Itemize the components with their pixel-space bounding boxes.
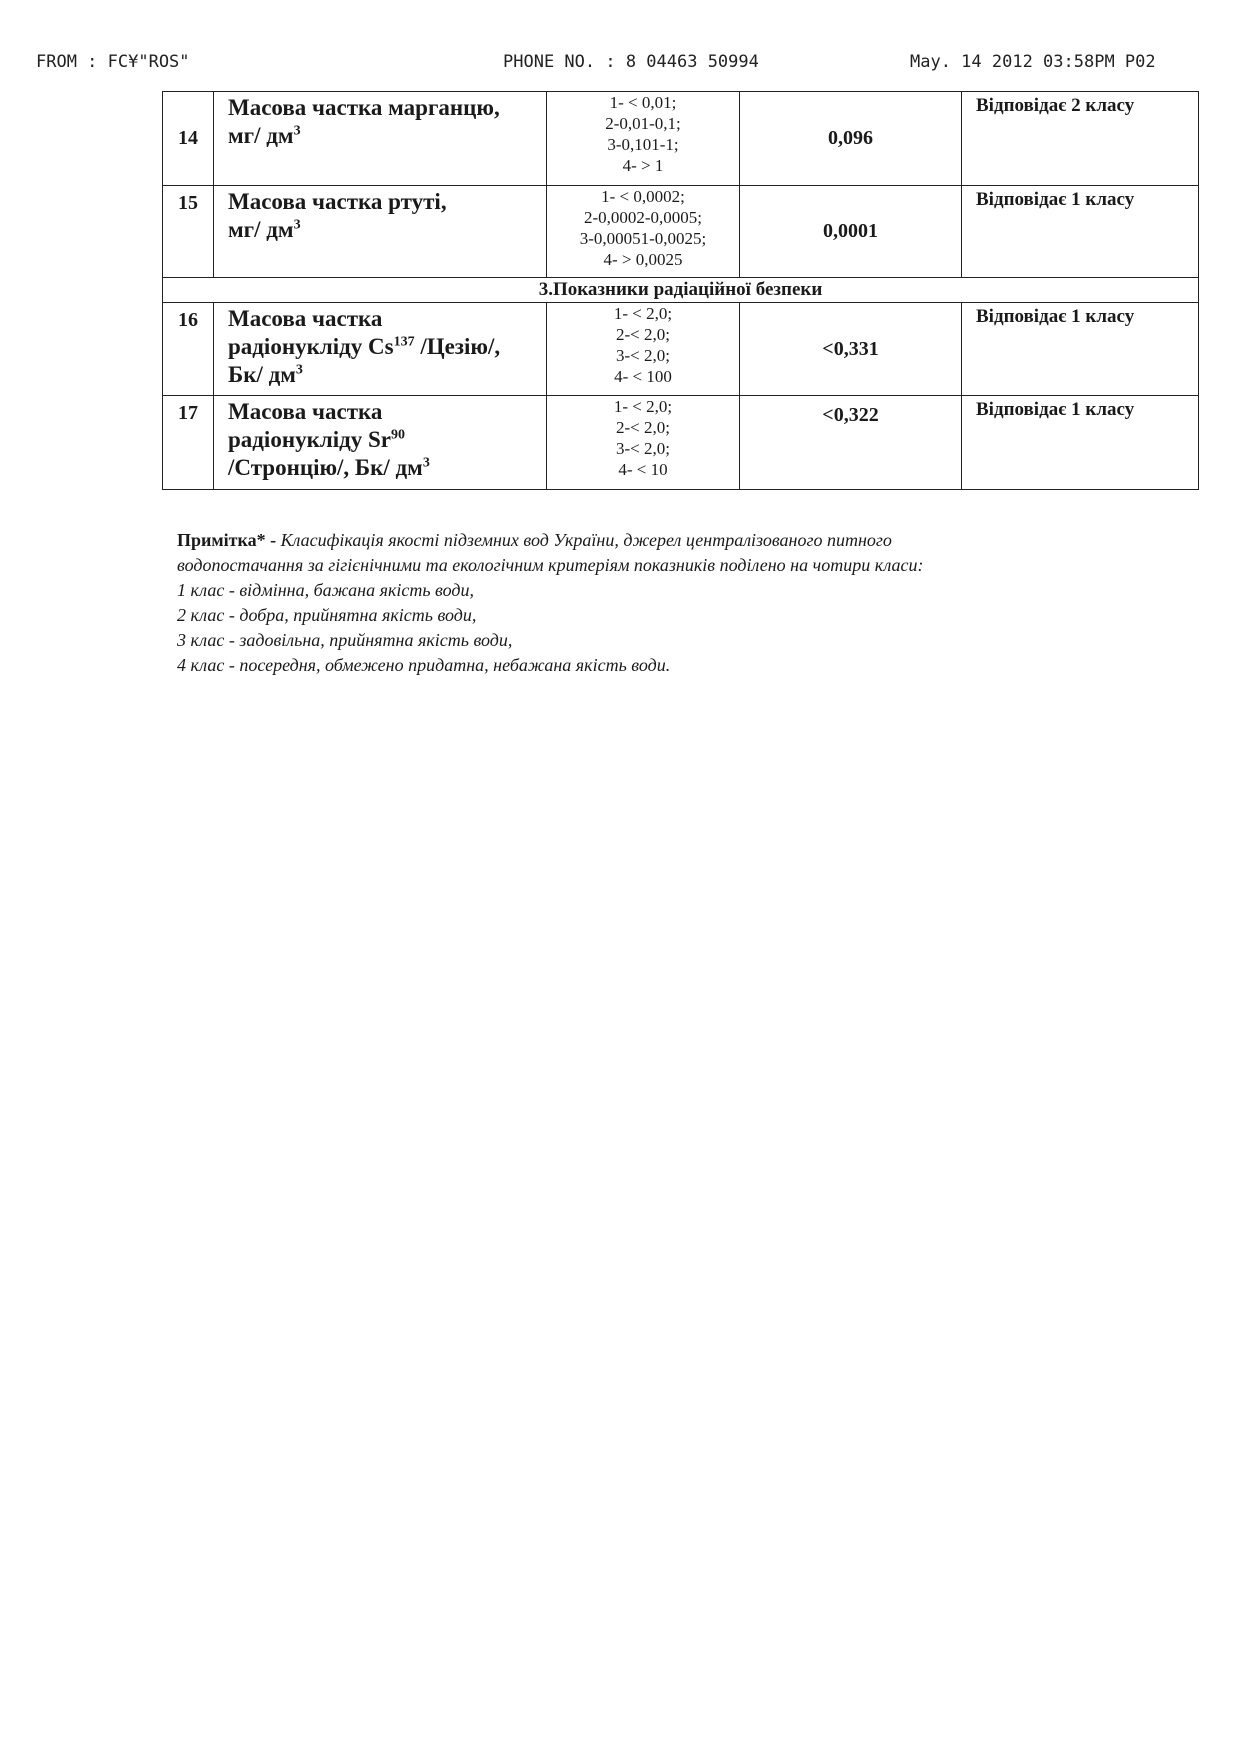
norm-line: 2-< 2,0;	[616, 325, 670, 344]
radionuclide-text: радіонукліду Cs	[228, 334, 394, 359]
norm-line: 4- > 0,0025	[603, 250, 683, 269]
indicator-name	[214, 92, 547, 186]
indicator-name-main: Масова частка ртуті,	[228, 189, 447, 214]
indicator-unit	[228, 361, 536, 389]
unit-exponent: 3	[293, 123, 301, 139]
table-row	[163, 92, 1199, 186]
indicator-unit	[228, 122, 536, 150]
measured-value: 0,096	[740, 92, 962, 186]
measured-value: <0,322	[740, 396, 962, 490]
note-heading: Примітка* -	[177, 530, 281, 550]
note-text: Класифікація якості підземних вод України, джерел централізованого питного	[280, 530, 892, 550]
note-class-line: 4 клас - посередня, обмежено придатна, небажана якість води.	[177, 655, 671, 675]
conformity-result: Відповідає 1 класу	[962, 303, 1199, 396]
classification-note	[177, 528, 1167, 678]
indicator-name	[214, 396, 547, 490]
class-norms	[547, 396, 740, 490]
indicator-name	[214, 186, 547, 278]
note-class-line: 3 клас - задовільна, прийнятна якість води,	[177, 630, 513, 650]
row-number: 15	[163, 186, 214, 278]
measured-value: 0,0001	[740, 186, 962, 278]
row-number: 16	[163, 303, 214, 396]
unit-text: Бк/ дм	[228, 362, 296, 387]
table-row	[163, 186, 1199, 278]
note-class-line: 2 клас - добра, прийнятна якість води,	[177, 605, 477, 625]
radionuclide-name: /Цезію/,	[414, 334, 501, 359]
section-header-row	[163, 278, 1199, 303]
indicator-name-line	[228, 426, 536, 454]
class-norms	[547, 92, 740, 186]
isotope-number: 137	[393, 334, 415, 350]
norm-line: 4- < 100	[614, 367, 672, 386]
isotope-number: 90	[391, 427, 405, 443]
row-number: 14	[163, 92, 214, 186]
class-norms	[547, 303, 740, 396]
norm-line: 2-< 2,0;	[616, 418, 670, 437]
unit-text: мг/ дм	[228, 123, 294, 148]
note-intro	[177, 528, 1167, 553]
row-number: 17	[163, 396, 214, 490]
radionuclide-text: радіонукліду Sr	[228, 427, 391, 452]
unit-text: мг/ дм	[228, 217, 294, 242]
fax-phone: PHONE NO. : 8 04463 50994	[503, 52, 759, 72]
norm-line: 1- < 0,0002;	[601, 187, 685, 206]
norm-line: 2-0,01-0,1;	[605, 114, 681, 133]
fax-from: FROM : FC¥"ROS"	[36, 52, 190, 72]
norm-line: 2-0,0002-0,0005;	[583, 208, 703, 227]
fax-date: May. 14 2012 03:58PM P02	[910, 52, 1156, 72]
norm-line: 1- < 2,0;	[613, 397, 673, 416]
fax-header	[36, 52, 1216, 76]
measured-value: <0,331	[740, 303, 962, 396]
conformity-result: Відповідає 2 класу	[962, 92, 1199, 186]
indicator-unit	[228, 216, 536, 244]
class-norms	[547, 186, 740, 278]
note-text: водопостачання за гігієнічними та екологічним критеріям показників поділено на чотири класи:	[177, 555, 924, 575]
unit-exponent: 3	[295, 362, 303, 378]
unit-exponent: 3	[293, 217, 301, 233]
norm-line: 3-< 2,0;	[616, 439, 670, 458]
unit-text: /Стронцію/, Бк/ дм	[228, 455, 423, 480]
conformity-result: Відповідає 1 класу	[962, 186, 1199, 278]
norm-line: 3-0,00051-0,0025;	[579, 229, 707, 248]
unit-exponent: 3	[422, 455, 430, 471]
norm-line: 1- < 0,01;	[609, 93, 677, 112]
norm-line: 3-< 2,0;	[616, 346, 670, 365]
indicator-name-line: Масова частка	[228, 399, 383, 424]
indicator-unit	[228, 454, 536, 482]
note-class-line: 1 клас - відмінна, бажана якість води,	[177, 580, 474, 600]
table-row	[163, 303, 1199, 396]
results-table	[162, 91, 1199, 490]
norm-line: 1- < 2,0;	[613, 304, 673, 323]
indicator-name	[214, 303, 547, 396]
conformity-result: Відповідає 1 класу	[962, 396, 1199, 490]
norm-line: 3-0,101-1;	[607, 135, 679, 154]
norm-line: 4- > 1	[622, 156, 664, 175]
indicator-name-main: Масова частка марганцю,	[228, 95, 500, 120]
table-row	[163, 396, 1199, 490]
indicator-name-line: Масова частка	[228, 306, 383, 331]
section-title: 3.Показники радіаційної безпеки	[163, 278, 1199, 303]
indicator-name-line	[228, 333, 536, 361]
norm-line: 4- < 10	[618, 460, 668, 479]
